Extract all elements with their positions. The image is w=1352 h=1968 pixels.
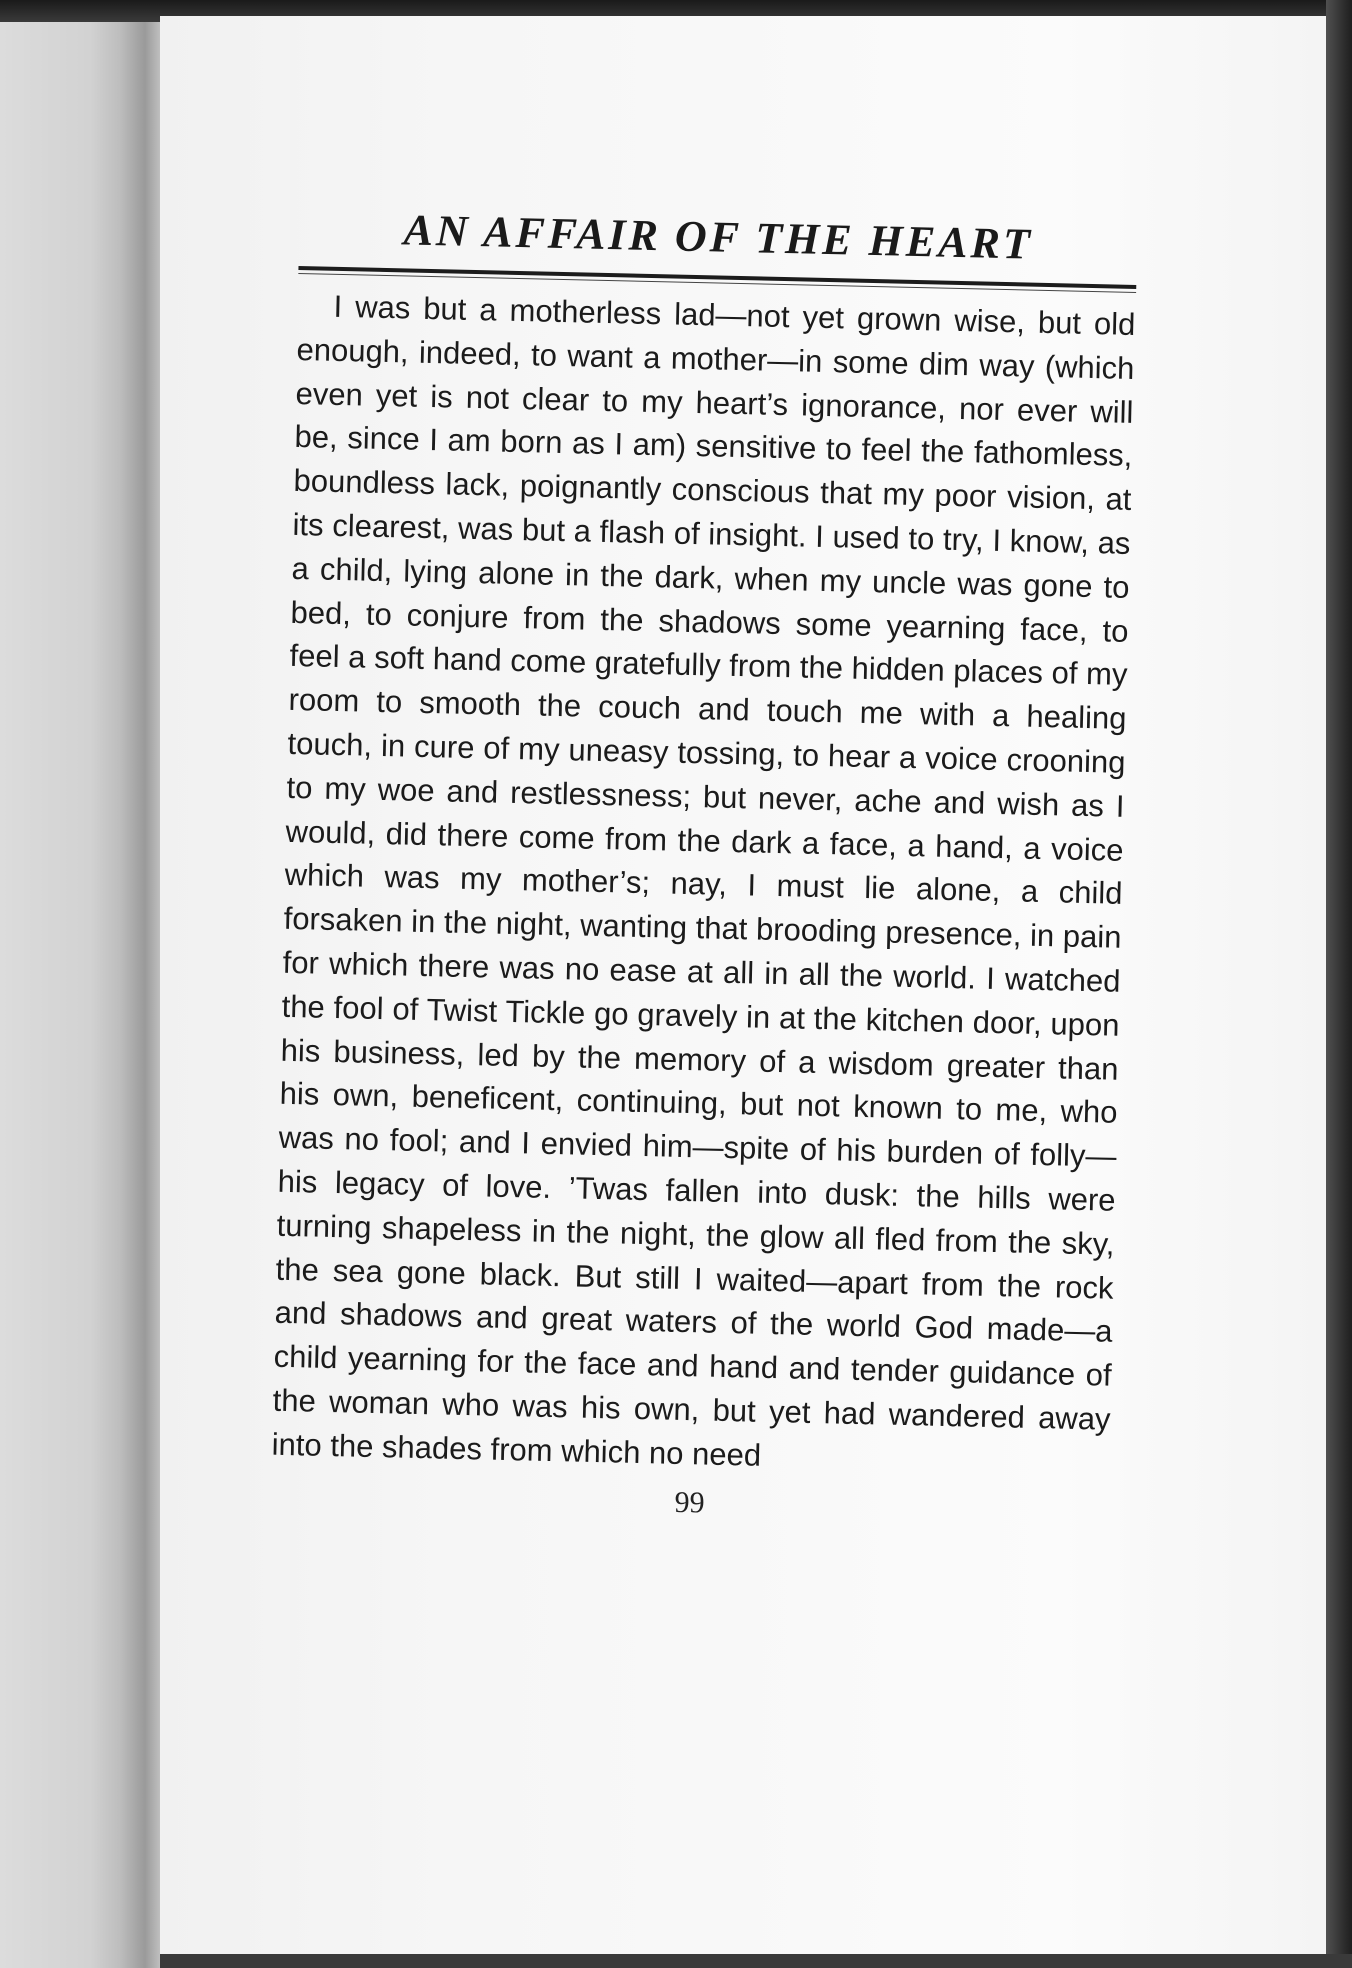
page-number: 99 [674,1485,705,1520]
book-gutter-shadow [0,0,170,1968]
scan-bottom-edge [160,1954,1352,1968]
page-content [270,200,1138,1529]
running-head: AN AFFAIR OF THE HEART [403,205,1034,269]
body-paragraph: I was but a motherless lad—not yet grown wise, but old enough, indeed, to want a mother—in some dim way (which even yet is not clear to my heart’s ignorance, nor ever will be, since I am born as I am) sensitive to feel the fathomless, boundless lack, poignantly conscious that my poor vision, at its clearest, was but a flash of insight. I used to try, I know, as a child, lying alone in the dark, when my uncle was gone to bed, to conjure from the shadows some yearning face, to feel a soft hand come gratefully from the hidden places of my room to smooth the couch and touch me with a healing touch, in cure of my uneasy tossing, to hear a voice crooning to my woe and restlessness; but never, ache and wish as I would, did there come from the dark a face, a hand, a voice which was my mother’s; nay, I must lie alone, a child forsaken in the night, wanting that brooding presence, in pain for which there was no ease at all in all the world. I watched the fool of Twist Tickle go gravely in at the kitchen door, upon his business, led by the memory of a wisdom greater than his own, beneficent, continuing, but not known to me, who was no fool; and I envied him—spite of his burden of folly—his legacy of love. ’Twas fallen into dusk: the hills were turning shapeless in the night, the glow all fled from the sky, the sea gone black. But still I waited—apart from the rock and shadows and great waters of the world God made—a child yearning for the face and hand and tender guidance of the woman who was his own, but yet had wandered away into the shades from which no need [271,288,1136,1473]
scan-right-edge [1326,0,1352,1968]
